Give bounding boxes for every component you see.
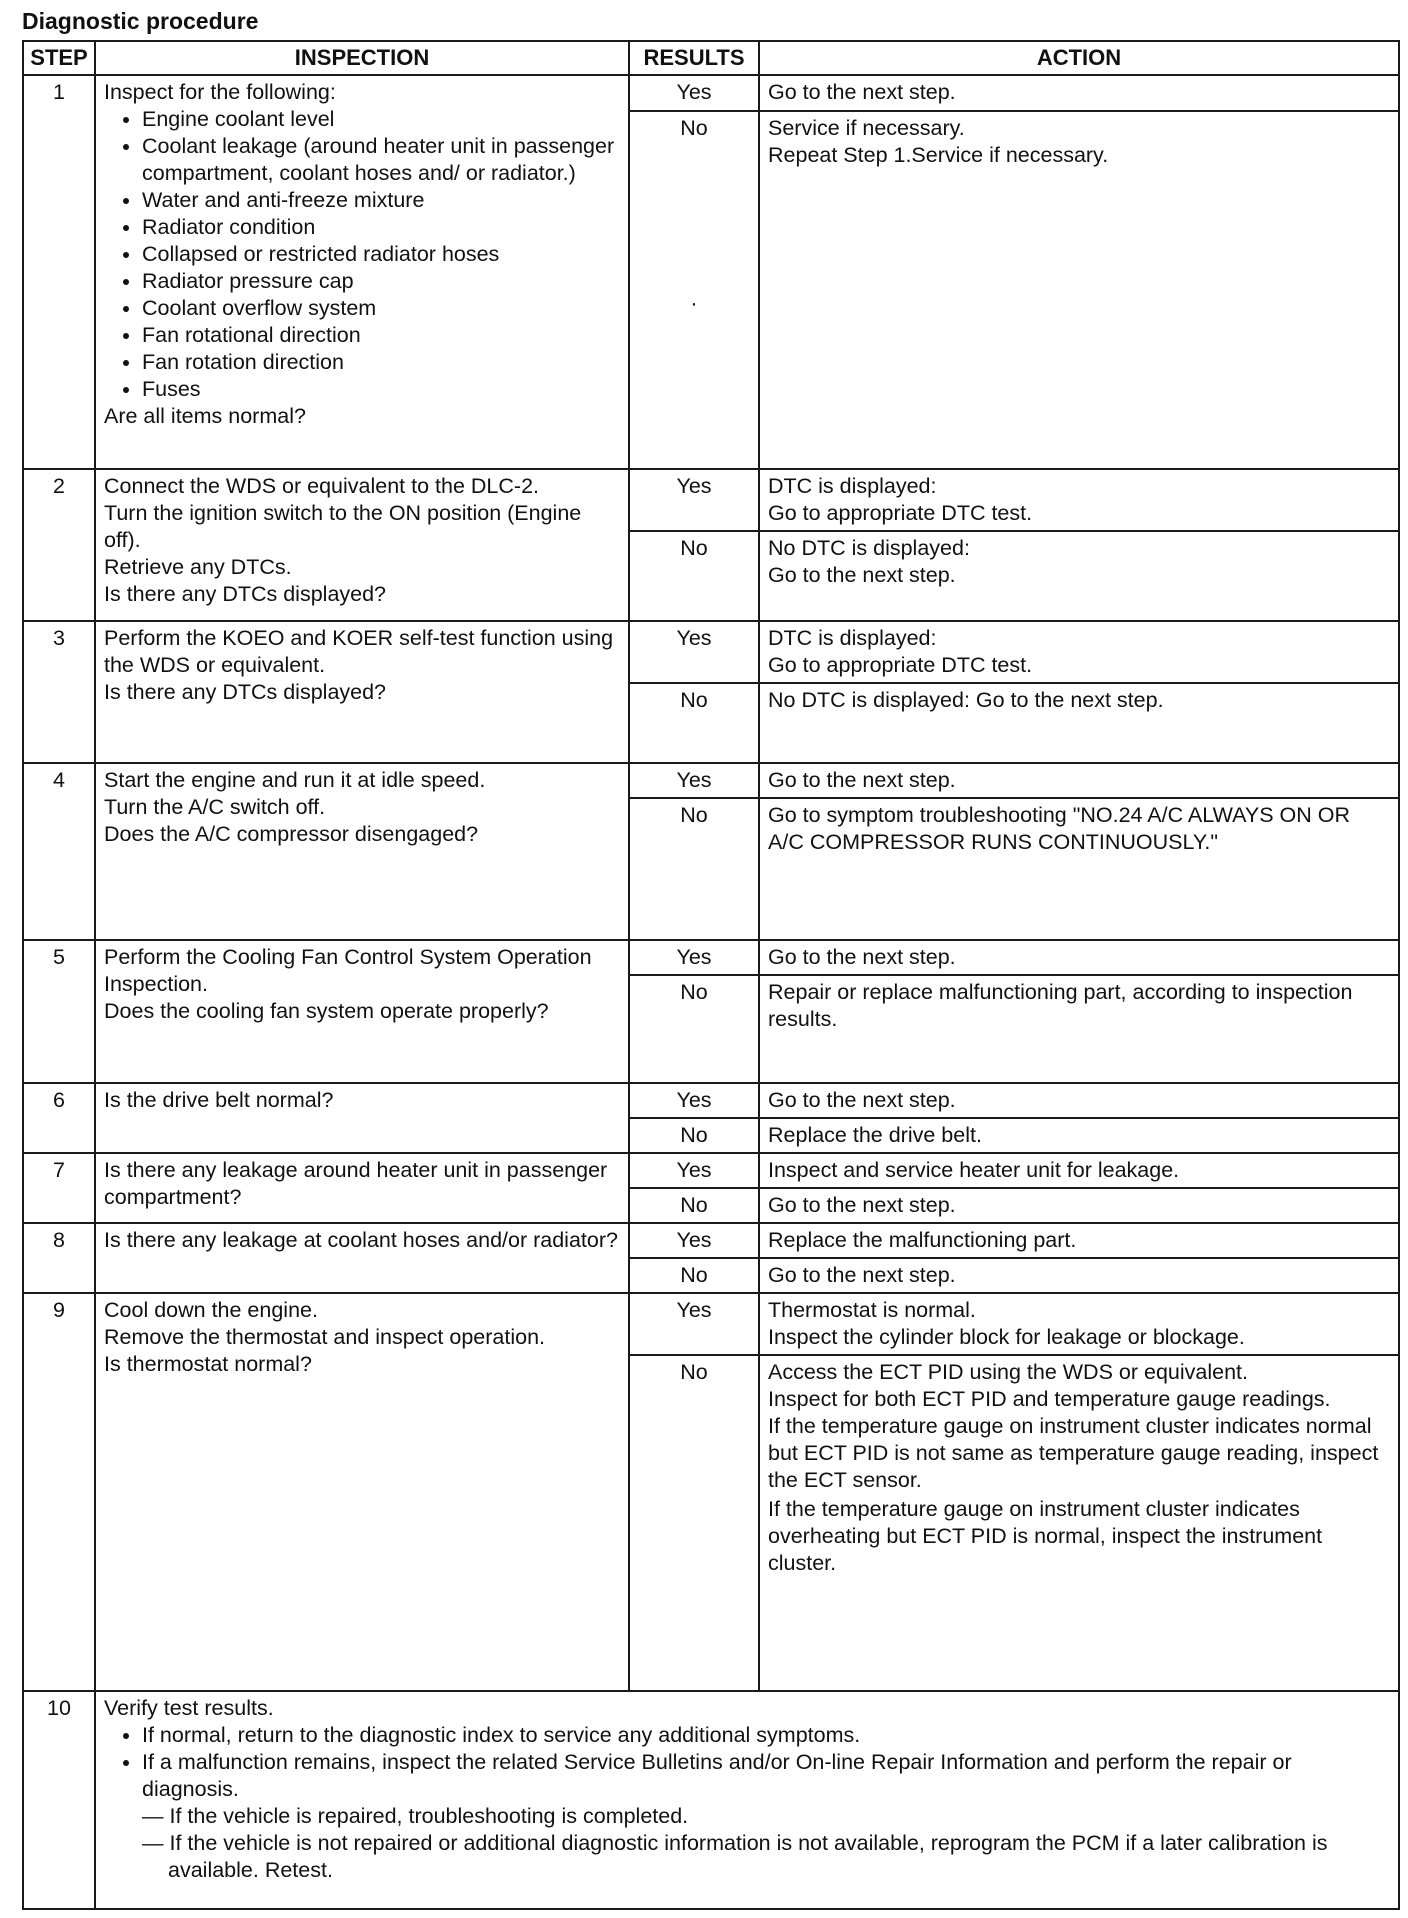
sub-list (142, 1803, 1390, 1884)
result-no-label: No (680, 116, 708, 140)
result-no: No (629, 1188, 759, 1223)
inspection-list (104, 1722, 1390, 1884)
inspection-line: Is the drive belt normal? (104, 1087, 334, 1112)
action-line: Thermostat is normal. (768, 1297, 976, 1322)
inspection-line: Retrieve any DTCs. (104, 554, 292, 579)
result-yes: Yes (629, 763, 759, 798)
list-item: • Radiator pressure cap (142, 268, 620, 295)
result-yes: Yes (629, 621, 759, 683)
list-item: • Coolant leakage (around heater unit in passenger compartment, coolant hoses and/ or radiator.) (142, 133, 620, 187)
action-line: Inspect for both ECT PID and temperature gauge readings. (768, 1386, 1331, 1411)
result-no: No (629, 1355, 759, 1691)
step-number: 2 (23, 469, 95, 621)
step-inspection (95, 1293, 629, 1691)
inspection-line: Is there any DTCs displayed? (104, 679, 387, 704)
step-inspection (95, 1223, 629, 1293)
list-item: • Fan rotational direction (142, 322, 620, 349)
result-yes: Yes (629, 1153, 759, 1188)
step-number: 6 (23, 1083, 95, 1153)
header-step: STEP (23, 41, 95, 75)
step-row (23, 1293, 1399, 1355)
action-line: DTC is displayed: (768, 625, 937, 650)
action-line: Go to appropriate DTC test. (768, 652, 1033, 677)
action-line: Go to the next step. (768, 1262, 956, 1287)
inspection-line: Is there any leakage at coolant hoses and/or radiator? (104, 1227, 618, 1252)
list-item: • Radiator condition (142, 214, 620, 241)
result-yes: Yes (629, 469, 759, 531)
list-item: • Collapsed or restricted radiator hoses (142, 241, 620, 268)
action-line: Go to symptom troubleshooting "NO.24 A/C ALWAYS ON OR A/C COMPRESSOR RUNS CONTINUOUSLY." (768, 802, 1350, 854)
action-yes (759, 1083, 1399, 1118)
list-item: • Fan rotation direction (142, 349, 620, 376)
list-item: • If normal, return to the diagnostic index to service any additional symptoms. (142, 1722, 1390, 1749)
action-line: Go to appropriate DTC test. (768, 500, 1033, 525)
inspection-question: Are all items normal? (104, 404, 306, 428)
action-line: No DTC is displayed: Go to the next step. (768, 687, 1164, 712)
step-row (23, 1153, 1399, 1188)
action-yes (759, 1153, 1399, 1188)
list-item: • Coolant overflow system (142, 295, 620, 322)
step-inspection (95, 763, 629, 940)
step-row (23, 469, 1399, 531)
action-line: Inspect the cylinder block for leakage or blockage. (768, 1324, 1245, 1349)
inspection-line: Perform the Cooling Fan Control System Operation Inspection. (104, 944, 592, 996)
result-no: No (629, 975, 759, 1083)
result-yes: Yes (629, 1223, 759, 1258)
action-line: Replace the malfunctioning part. (768, 1227, 1077, 1252)
action-yes (759, 469, 1399, 531)
action-no (759, 111, 1399, 469)
action-yes (759, 1293, 1399, 1355)
step-row (23, 1223, 1399, 1258)
sub-list-item: — If the vehicle is repaired, troubleshooting is completed. (142, 1803, 689, 1828)
inspection-list (104, 106, 620, 403)
result-no: No (629, 1258, 759, 1293)
step-row (23, 621, 1399, 683)
step-number: 3 (23, 621, 95, 763)
inspection-line: Is there any leakage around heater unit in passenger compartment? (104, 1157, 608, 1209)
list-item: • Engine coolant level (142, 106, 620, 133)
sub-list-item: — If the vehicle is not repaired or additional diagnostic information is not available, reprogram the PCM if a later calibration is available. Retest. (142, 1830, 1328, 1882)
result-no: No (629, 683, 759, 763)
action-no (759, 975, 1399, 1083)
action-line: Repair or replace malfunctioning part, according to inspection results. (768, 979, 1353, 1031)
action-line: Go to the next step. (768, 944, 956, 969)
action-yes (759, 621, 1399, 683)
action-line: No DTC is displayed: (768, 535, 970, 560)
inspection-line: Is there any DTCs displayed? (104, 581, 387, 606)
step-number: 7 (23, 1153, 95, 1223)
inspection-line: Connect the WDS or equivalent to the DLC-2. (104, 473, 539, 498)
action-no (759, 531, 1399, 621)
step-row (23, 763, 1399, 798)
header-inspection: INSPECTION (95, 41, 629, 75)
result-yes: Yes (629, 1083, 759, 1118)
step-inspection (95, 1691, 1399, 1909)
result-yes: Yes (629, 1293, 759, 1355)
action-yes (759, 940, 1399, 975)
action-line: Go to the next step. (768, 1087, 956, 1112)
inspection-line: Inspect for the following: (104, 80, 336, 104)
step-inspection (95, 75, 629, 469)
action-no (759, 1355, 1399, 1691)
action-line: Replace the drive belt. (768, 1122, 982, 1147)
stray-mark: · (690, 291, 698, 315)
action-line: If the temperature gauge on instrument cluster indicates normal but ECT PID is not same as temperature gauge reading, inspect the ECT sensor. (768, 1413, 1379, 1492)
list-item: • Water and anti-freeze mixture (142, 187, 620, 214)
result-no (629, 111, 759, 469)
step-number: 1 (23, 75, 95, 469)
header-row (23, 41, 1399, 75)
step-row (23, 940, 1399, 975)
step-number: 9 (23, 1293, 95, 1691)
header-results: RESULTS (629, 41, 759, 75)
step-inspection (95, 940, 629, 1083)
step-row-final (23, 1691, 1399, 1909)
action-no (759, 683, 1399, 763)
list-item (142, 1749, 1390, 1884)
result-no: No (629, 531, 759, 621)
action-line: Service if necessary. (768, 116, 965, 140)
result-yes: Yes (629, 940, 759, 975)
action-line: Repeat Step 1.Service if necessary. (768, 143, 1109, 167)
list-item: • Fuses (142, 376, 620, 403)
inspection-line: Does the A/C compressor disengaged? (104, 821, 479, 846)
action-line: Go to the next step. (768, 80, 956, 104)
action-line: Go to the next step. (768, 562, 956, 587)
inspection-line: Is thermostat normal? (104, 1351, 312, 1376)
inspection-line: Turn the A/C switch off. (104, 794, 326, 819)
action-yes (759, 1223, 1399, 1258)
step-inspection (95, 621, 629, 763)
step-number: 10 (23, 1691, 95, 1909)
step-inspection (95, 1153, 629, 1223)
action-yes (759, 75, 1399, 111)
action-no (759, 1118, 1399, 1153)
step-inspection (95, 1083, 629, 1153)
action-line: Go to the next step. (768, 1192, 956, 1217)
inspection-line: Perform the KOEO and KOER self-test function using the WDS or equivalent. (104, 625, 614, 677)
action-line: If the temperature gauge on instrument cluster indicates overheating but ECT PID is normal, inspect the instrument cluster. (768, 1496, 1323, 1575)
step-number: 5 (23, 940, 95, 1083)
result-no: No (629, 1118, 759, 1153)
action-line: Inspect and service heater unit for leakage. (768, 1157, 1180, 1182)
inspection-line: Turn the ignition switch to the ON position (Engine off). (104, 500, 582, 552)
action-line: DTC is displayed: (768, 473, 937, 498)
action-yes (759, 763, 1399, 798)
step-row (23, 75, 1399, 111)
action-line: Go to the next step. (768, 767, 956, 792)
step-number: 8 (23, 1223, 95, 1293)
inspection-line: Cool down the engine. (104, 1297, 318, 1322)
step-number: 4 (23, 763, 95, 940)
result-no: No (629, 798, 759, 940)
action-line: Access the ECT PID using the WDS or equivalent. (768, 1359, 1248, 1384)
result-yes: Yes (629, 75, 759, 111)
action-no (759, 1258, 1399, 1293)
inspection-line: Verify test results. (104, 1695, 274, 1720)
action-no (759, 798, 1399, 940)
page-title: Diagnostic procedure (22, 8, 259, 34)
header-action: ACTION (759, 41, 1399, 75)
diagnostic-table (22, 40, 1400, 1910)
inspection-line: Remove the thermostat and inspect operation. (104, 1324, 546, 1349)
list-item-text: If a malfunction remains, inspect the related Service Bulletins and/or On-line Repair Information and perform the repair or diagnosis. (142, 1749, 1292, 1801)
step-row (23, 1083, 1399, 1118)
step-inspection (95, 469, 629, 621)
inspection-line: Start the engine and run it at idle speed. (104, 767, 486, 792)
inspection-line: Does the cooling fan system operate properly? (104, 998, 549, 1023)
action-no (759, 1188, 1399, 1223)
